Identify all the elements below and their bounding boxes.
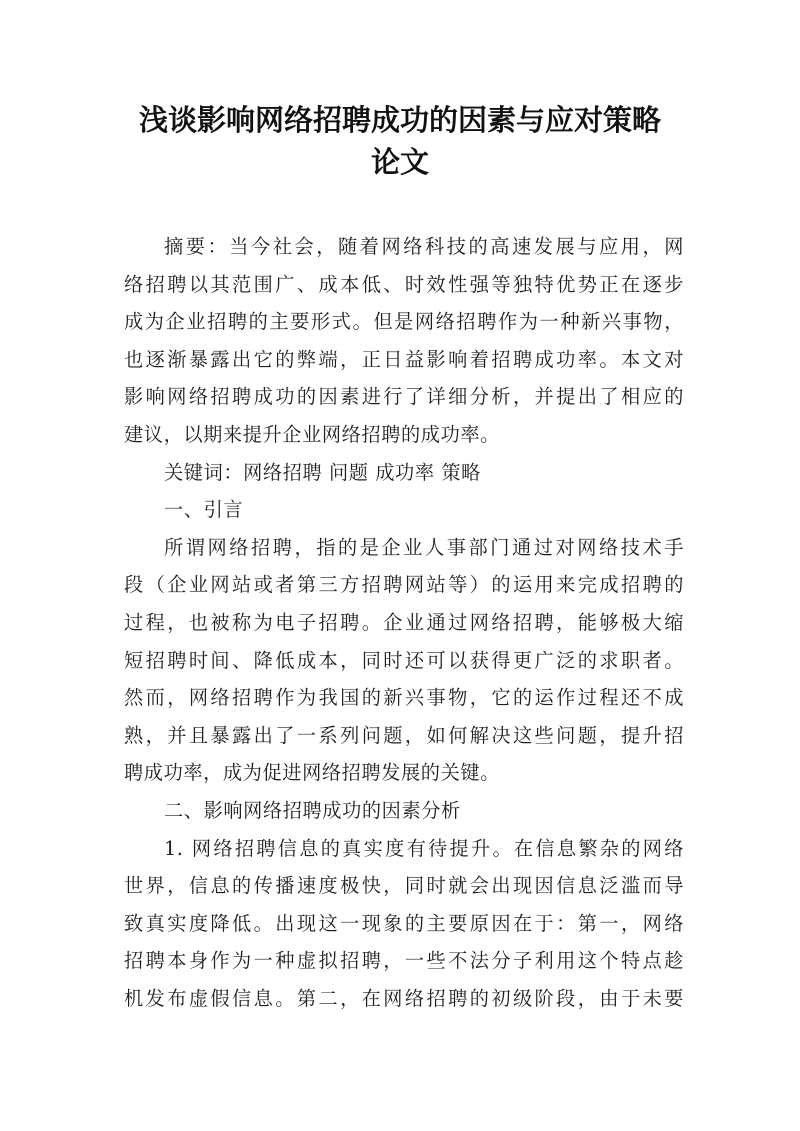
body-text-line: 致真实度降低。出现这一现象的主要原因在于：第一，网络 (124, 911, 684, 935)
body-text-line: 影响网络招聘成功的因素进行了详细分析，并提出了相应的 (124, 385, 684, 409)
body-text-line: 也逐渐暴露出它的弊端，正日益影响着招聘成功率。本文对 (124, 347, 684, 371)
document-title-line-2: 论文 (370, 145, 429, 179)
body-text-line: 机发布虚假信息。第二，在网络招聘的初级阶段，由于未要 (124, 986, 684, 1010)
body-text-line: 过程，也被称为电子招聘。企业通过网络招聘，能够极大缩 (124, 610, 684, 634)
document-body (124, 228, 684, 1017)
body-text-line: 招聘本身作为一种虚拟招聘，一些不法分子利用这个特点趁 (124, 949, 684, 973)
body-text-line: 世界，信息的传播速度极快，同时就会出现因信息泛滥而导 (124, 874, 684, 898)
body-text-line: 1. 网络招聘信息的真实度有待提升。在信息繁杂的网络 (164, 836, 684, 860)
document-title-line-1: 浅谈影响网络招聘成功的因素与应对策略 (138, 103, 661, 137)
body-text-line: 建议，以期来提升企业网络招聘的成功率。 (124, 422, 500, 446)
body-text-line: 关键词：网络招聘 问题 成功率 策略 (164, 460, 481, 484)
body-text-line: 所谓网络招聘，指的是企业人事部门通过对网络技术手 (164, 535, 684, 559)
body-text-line: 二、影响网络招聘成功的因素分析 (164, 798, 461, 822)
body-text-line: 然而，网络招聘作为我国的新兴事物，它的运作过程还不成 (124, 686, 684, 710)
body-text-line: 短招聘时间、降低成本，同时还可以获得更广泛的求职者。 (124, 648, 684, 672)
body-text-line: 摘要：当今社会，随着网络科技的高速发展与应用，网 (164, 235, 684, 258)
body-text-line: 一、引言 (164, 498, 244, 522)
body-text-line: 段（企业网站或者第三方招聘网站等）的运用来完成招聘的 (124, 573, 684, 597)
body-text-line: 聘成功率，成为促进网络招聘发展的关键。 (124, 761, 500, 785)
body-text-line: 成为企业招聘的主要形式。但是网络招聘作为一种新兴事物， (124, 310, 684, 334)
body-text-line: 络招聘以其范围广、成本低、时效性强等独特优势正在逐步 (124, 272, 684, 296)
body-text-line: 熟，并且暴露出了一系列问题，如何解决这些问题，提升招 (124, 723, 684, 747)
